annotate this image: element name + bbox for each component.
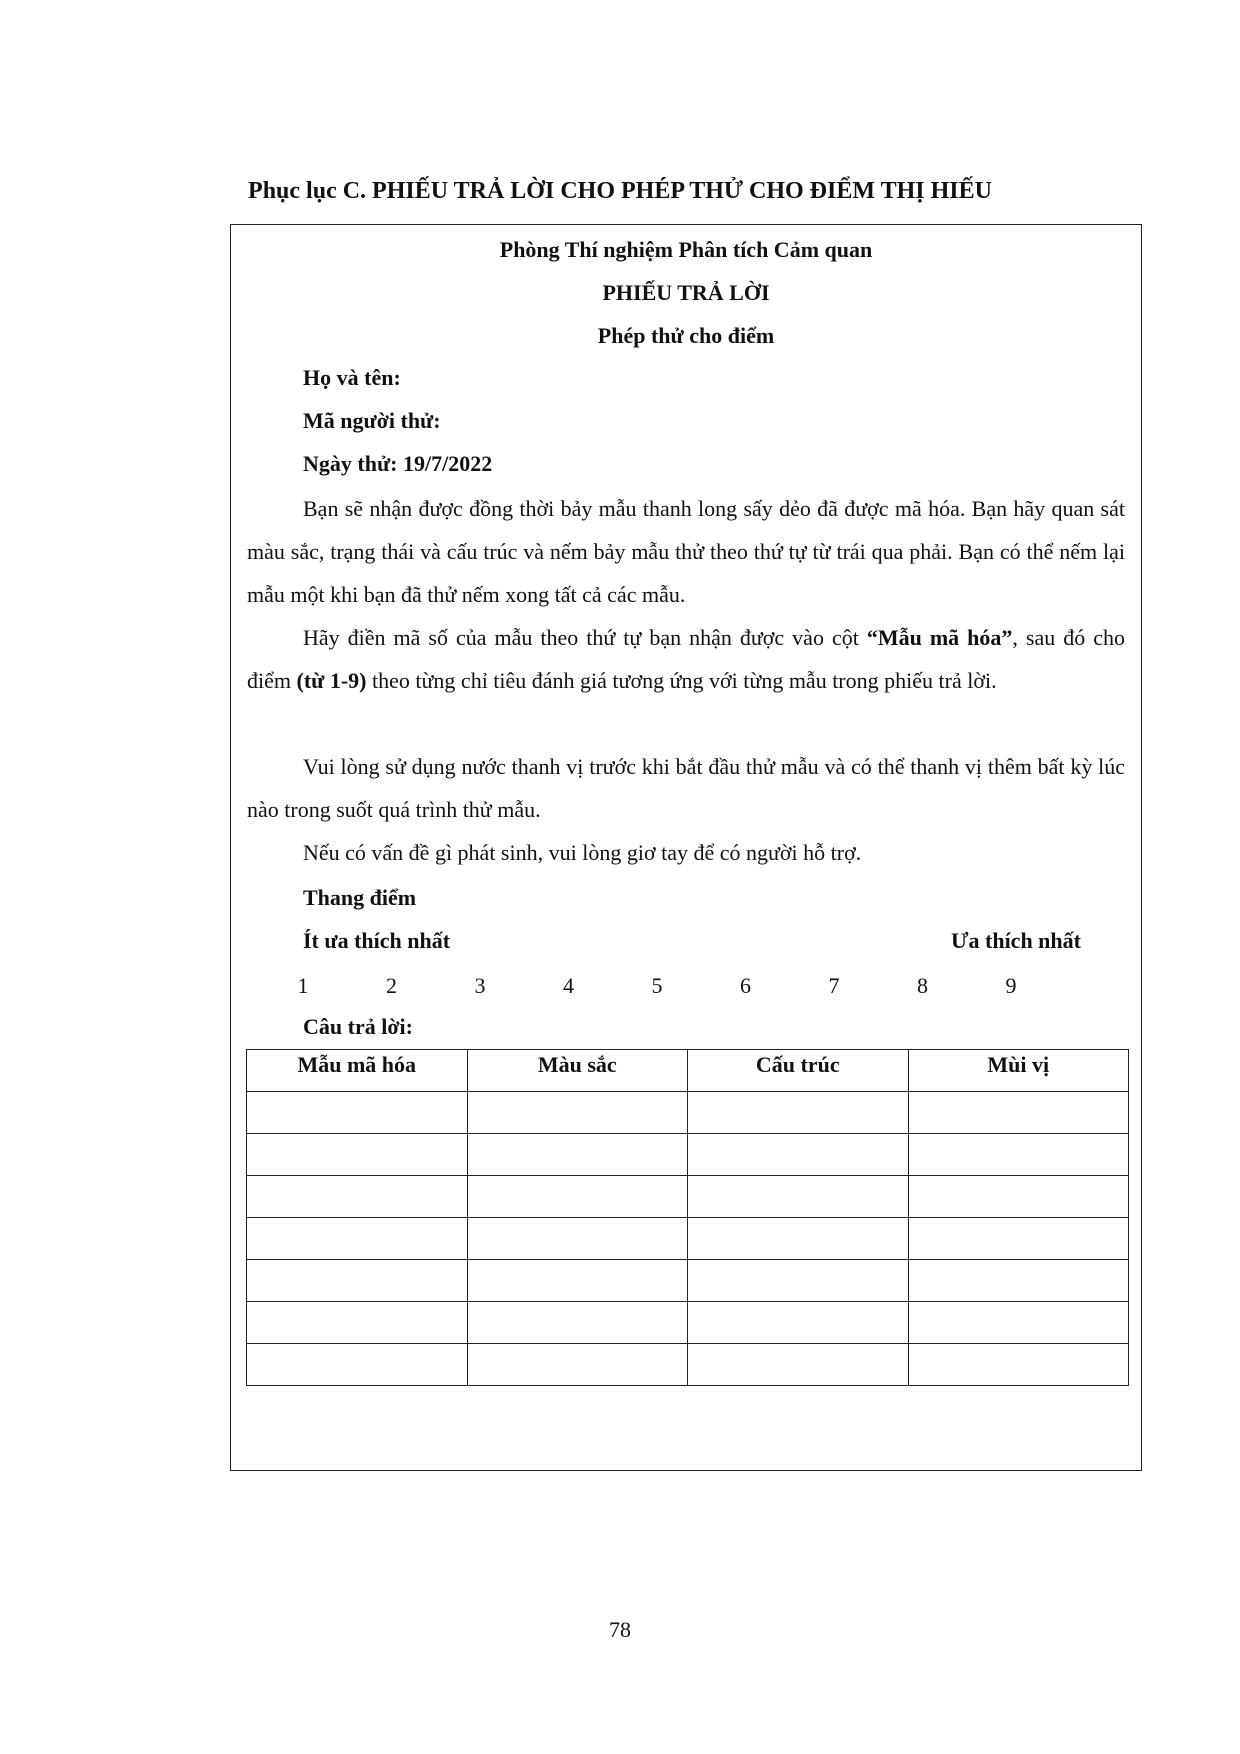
answer-table [246,1049,1129,1386]
answer-cell-texture[interactable] [688,1092,909,1134]
scale-high-label: Ưa thích nhất [951,928,1081,953]
column-header-flavor: Mùi vị [908,1050,1129,1092]
answer-cell-color[interactable] [467,1092,688,1134]
form-title: PHIẾU TRẢ LỜI [602,280,770,305]
scale-number: 8 [917,973,928,998]
lab-name: Phòng Thí nghiệm Phân tích Cảm quan [499,237,873,262]
answer-cell-color[interactable] [467,1134,688,1176]
answer-cell-flavor[interactable] [908,1344,1129,1386]
answer-cell-sample-code[interactable] [247,1092,468,1134]
answer-table-row [247,1134,1129,1176]
page-number: 78 [609,1617,631,1642]
column-header-sample-code: Mẫu mã hóa [247,1050,468,1092]
instruction-paragraph-3: Vui lòng sử dụng nước thanh vị trước khi bắt đầu thử mẫu và có thể thanh vị thêm bất kỳ lúc nào trong suốt quá trình thử mẫu. [247,754,1125,822]
scale-title: Thang điểm [303,885,417,910]
instruction-paragraph-1: Bạn sẽ nhận được đồng thời bảy mẫu thanh long sấy dẻo đã được mã hóa. Bạn hãy quan sát màu sắc, trạng thái và cấu trúc và nếm bảy mẫu thử theo thứ tự từ trái qua phải. Bạn có thể nếm lại mẫu một khi bạn đã thử nếm xong tất cả các mẫu. [247,496,1125,607]
instruction-paragraph-2: Hãy điền mã số của mẫu theo thứ tự bạn nhận được vào cột “Mẫu mã hóa”, sau đó cho điểm (từ 1-9) theo từng chỉ tiêu đánh giá tương ứng với từng mẫu trong phiếu trả lời. [247,625,1125,693]
answer-table-row [247,1218,1129,1260]
answer-cell-texture[interactable] [688,1134,909,1176]
answer-cell-sample-code[interactable] [247,1260,468,1302]
answer-table-row [247,1344,1129,1386]
answer-label: Câu trả lời: [303,1014,413,1039]
answer-cell-texture[interactable] [688,1260,909,1302]
answer-cell-color[interactable] [467,1302,688,1344]
answer-table-row [247,1176,1129,1218]
answer-cell-sample-code[interactable] [247,1134,468,1176]
answer-cell-color[interactable] [467,1176,688,1218]
answer-cell-flavor[interactable] [908,1218,1129,1260]
answer-cell-flavor[interactable] [908,1134,1129,1176]
answer-table-row [247,1260,1129,1302]
scale-number: 6 [740,973,751,998]
column-header-color: Màu sắc [467,1050,688,1092]
answer-cell-texture[interactable] [688,1176,909,1218]
instruction-paragraph-4: Nếu có vấn đề gì phát sinh, vui lòng giơ tay để có người hỗ trợ. [303,840,862,865]
test-date-field-label: Ngày thử: 19/7/2022 [303,451,493,476]
scale-number: 4 [563,973,574,998]
answer-sheet-frame [230,224,1142,1471]
tester-code-field-label: Mã người thử: [303,408,441,433]
scale-low-label: Ít ưa thích nhất [303,928,451,953]
answer-cell-texture[interactable] [688,1302,909,1344]
scale-number: 5 [651,973,663,998]
answer-cell-flavor[interactable] [908,1260,1129,1302]
answer-cell-sample-code[interactable] [247,1302,468,1344]
column-header-texture: Cấu trúc [688,1050,909,1092]
answer-cell-sample-code[interactable] [247,1218,468,1260]
answer-table-header-row [247,1050,1129,1092]
scale-number: 3 [474,973,486,998]
answer-cell-sample-code[interactable] [247,1344,468,1386]
appendix-title: Phục lục C. PHIẾU TRẢ LỜI CHO PHÉP THỬ CHO ĐIỂM THỊ HIẾU [248,178,992,204]
test-name: Phép thử cho điểm [597,323,775,348]
answer-cell-texture[interactable] [688,1344,909,1386]
scale-number: 2 [386,973,397,998]
answer-cell-color[interactable] [467,1344,688,1386]
answer-cell-color[interactable] [467,1260,688,1302]
answer-cell-texture[interactable] [688,1218,909,1260]
scale-number: 7 [828,973,840,998]
scale-number: 9 [1005,973,1017,998]
answer-table-row [247,1302,1129,1344]
answer-cell-flavor[interactable] [908,1302,1129,1344]
answer-cell-flavor[interactable] [908,1176,1129,1218]
scale-number: 1 [297,973,309,998]
answer-table-row [247,1092,1129,1134]
name-field-label: Họ và tên: [303,365,401,390]
answer-cell-flavor[interactable] [908,1092,1129,1134]
answer-cell-color[interactable] [467,1218,688,1260]
answer-cell-sample-code[interactable] [247,1176,468,1218]
